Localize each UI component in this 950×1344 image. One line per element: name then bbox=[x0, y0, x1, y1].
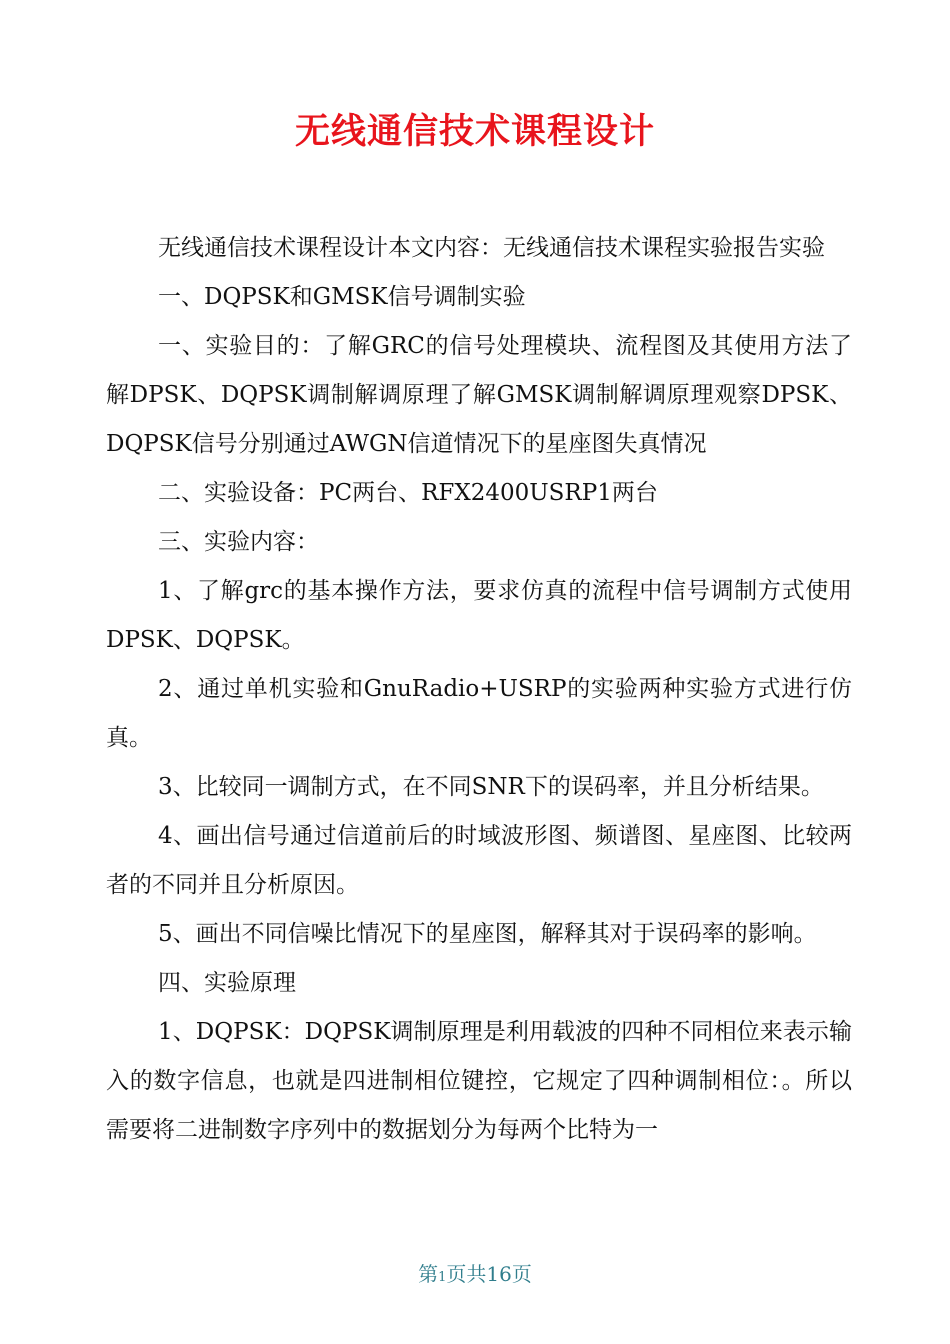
paragraph-content-item-5: 5、画出不同信噪比情况下的星座图，解释其对于误码率的影响。 bbox=[158, 921, 817, 947]
paragraph-experiment-purpose: 一、实验目的：了解GRC的信号处理模块、流程图及其使用方法了解DPSK、DQPSK调制解调原理了解GMSK调制解调原理观察DPSK、DQPSK信号分别通过AWGN信道情况下的星座图失真情况 bbox=[106, 333, 852, 457]
paragraph-experiment-equipment: 二、实验设备：PC两台、RFX2400USRP1两台 bbox=[158, 480, 658, 506]
paragraph-content-item-3: 3、比较同一调制方式，在不同SNR下的误码率，并且分析结果。 bbox=[158, 774, 824, 800]
footer-suffix: 页共16页 bbox=[446, 1262, 532, 1286]
paragraph-intro: 无线通信技术课程设计本文内容：无线通信技术课程实验报告实验 bbox=[158, 235, 825, 261]
paragraph-content-item-4: 4、画出信号通过信道前后的时域波形图、频谱图、星座图、比较两者的不同并且分析原因。 bbox=[106, 823, 852, 898]
paragraph-content-item-1: 1、了解grc的基本操作方法，要求仿真的流程中信号调制方式使用DPSK、DQPSK。 bbox=[106, 578, 852, 653]
paragraph-experiment-content-heading: 三、实验内容： bbox=[158, 529, 319, 555]
footer-prefix: 第 bbox=[418, 1262, 439, 1286]
paragraph-principle-heading: 四、实验原理 bbox=[158, 970, 296, 996]
footer-page-number: 1 bbox=[438, 1270, 447, 1285]
paragraph-content-item-2: 2、通过单机实验和GnuRadio+USRP的实验两种实验方式进行仿真。 bbox=[106, 676, 852, 751]
paragraph-principle-dqpsk: 1、DQPSK：DQPSK调制原理是利用载波的四种不同相位来表示输入的数字信息，也就是四进制相位键控，它规定了四种调制相位：。所以需要将二进制数字序列中的数据划分为每两个比特为一 bbox=[106, 1019, 852, 1143]
page-footer bbox=[0, 1258, 950, 1287]
document-body bbox=[106, 224, 852, 1155]
paragraph-section-heading: 一、DQPSK和GMSK信号调制实验 bbox=[158, 284, 526, 310]
document-title: 无线通信技术课程设计 bbox=[294, 112, 655, 152]
